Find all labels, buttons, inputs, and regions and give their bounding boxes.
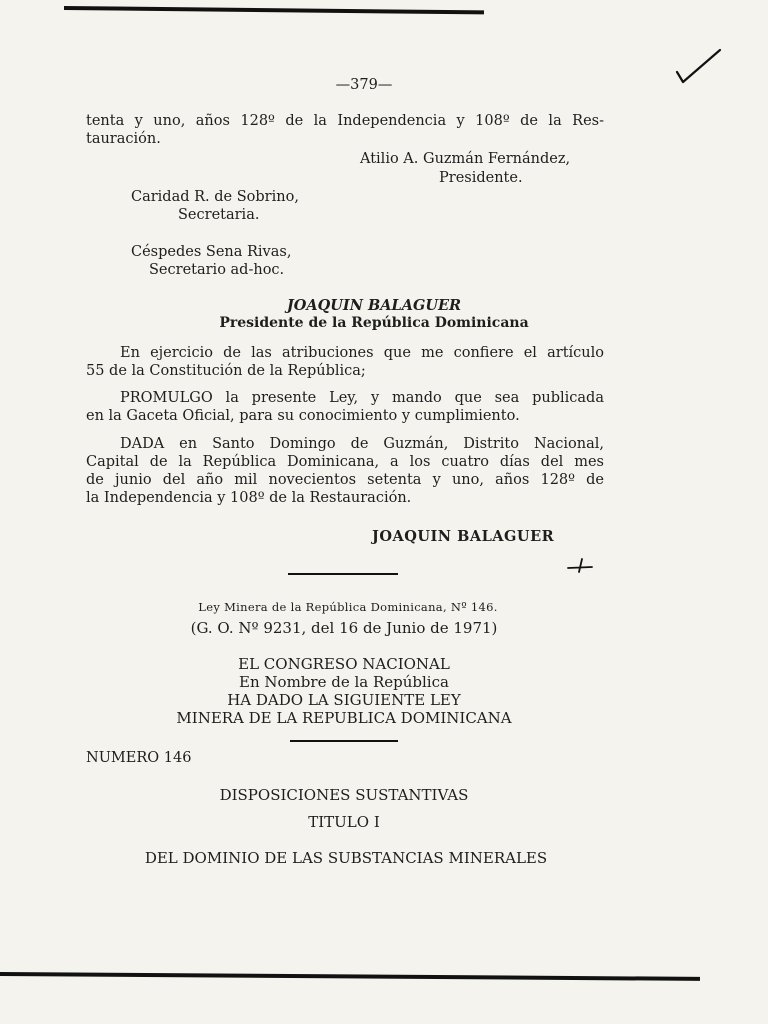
separator-line-2 (290, 740, 398, 742)
section-heading: DISPOSICIONES SUSTANTIVAS (219, 786, 469, 804)
secretary-2-name: Céspedes Sena Rivas, (131, 244, 292, 260)
paragraph-3-line-3: de junio del año mil novecientos setenta y uno, años 128º de (86, 472, 604, 488)
congress-line-3: HA DADO LA SIGUIENTE LEY (227, 691, 461, 709)
titulo-heading: TITULO I (308, 813, 380, 831)
paragraph-promulgo (86, 389, 604, 425)
executive-name: JOAQUIN BALAGUER (286, 297, 462, 314)
top-border-line (64, 6, 484, 14)
congress-line-1: EL CONGRESO NACIONAL (238, 655, 450, 673)
opening-text (86, 112, 604, 148)
closing-signature-name: JOAQUIN BALAGUER (372, 528, 555, 545)
signature-mark-icon (566, 556, 596, 576)
executive-title: Presidente de la República Dominicana (219, 315, 529, 331)
opening-line-2: tauración. (86, 131, 161, 147)
paragraph-1-line-1: En ejercicio de las atribuciones que me confiere el artículo (120, 345, 604, 361)
opening-line-1: tenta y uno, años 128º de la Independencia y 108º de la Res- (86, 113, 604, 129)
check-mark-icon (674, 46, 724, 88)
secretary-2-title: Secretario ad-hoc. (149, 262, 285, 278)
titulo-name: DEL DOMINIO DE LAS SUBSTANCIAS MINERALES (144, 849, 548, 867)
congress-line-4: MINERA DE LA REPUBLICA DOMINICANA (176, 709, 512, 727)
gazette-reference: (G. O. Nº 9231, del 16 de Junio de 1971) (190, 619, 498, 637)
president-name: Atilio A. Guzmán Fernández, (360, 151, 571, 167)
paragraph-2-line-1: PROMULGO la presente Ley, y mando que sea publicada (120, 390, 604, 406)
bottom-border-line (0, 972, 700, 981)
paragraph-3-line-4: la Independencia y 108º de la Restauración. (86, 490, 412, 506)
congress-line-2: En Nombre de la República (239, 673, 449, 691)
law-number: NUMERO 146 (86, 750, 192, 766)
paragraph-atribuciones (86, 344, 604, 380)
president-title: Presidente. (439, 170, 523, 186)
secretary-1-name: Caridad R. de Sobrino, (131, 189, 299, 205)
paragraph-3-line-2: Capital de la República Dominicana, a los cuatro días del mes (86, 454, 604, 470)
page-number: —379— (335, 77, 393, 93)
paragraph-2-line-2: en la Gaceta Oficial, para su conocimiento y cumplimiento. (86, 408, 520, 424)
paragraph-dada (86, 435, 604, 507)
separator-line (288, 573, 398, 575)
law-title: Ley Minera de la República Dominicana, Nº 146. (198, 600, 498, 614)
paragraph-1-line-2: 55 de la Constitución de la República; (86, 363, 366, 379)
paragraph-3-line-1: DADA en Santo Domingo de Guzmán, Distrito Nacional, (120, 436, 604, 452)
secretary-1-title: Secretaria. (178, 207, 260, 223)
